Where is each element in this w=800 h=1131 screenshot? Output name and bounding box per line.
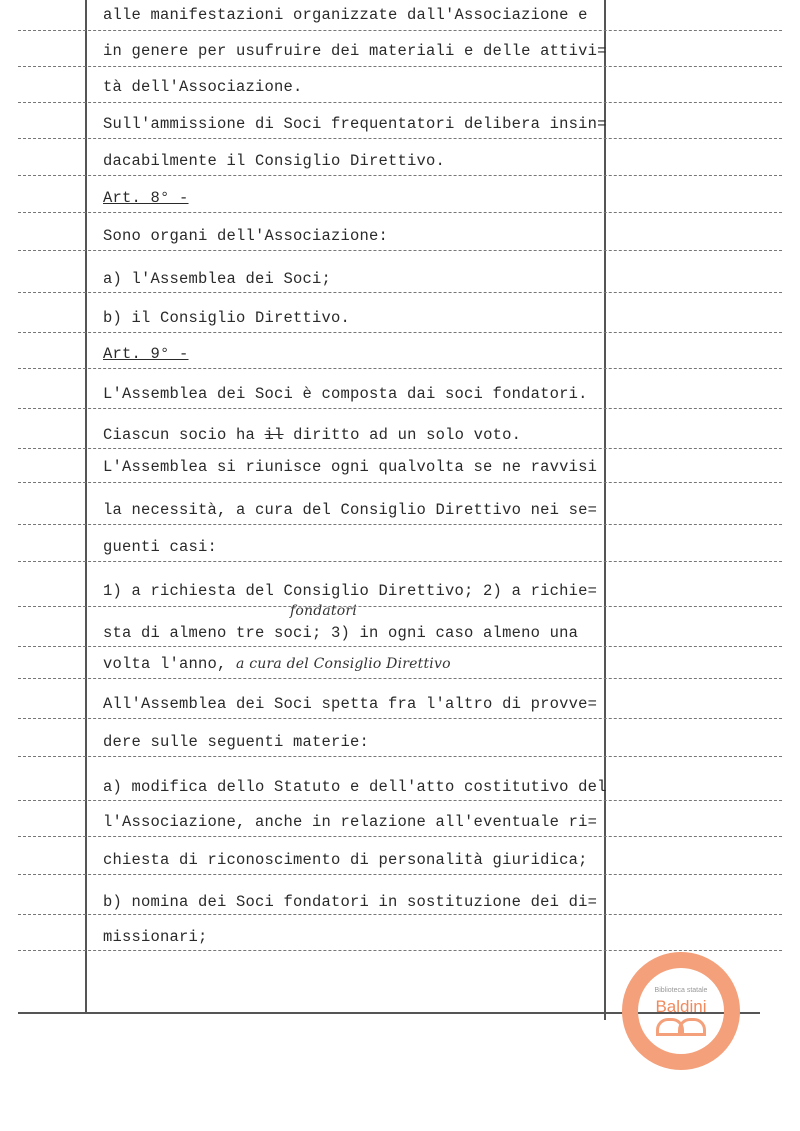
ruled-line — [18, 138, 782, 139]
ruled-line — [18, 836, 782, 837]
ruled-line — [18, 646, 782, 647]
ruled-line — [18, 30, 782, 31]
text-line: guenti casi: — [103, 538, 218, 556]
ruled-line — [18, 292, 782, 293]
ruled-line — [18, 332, 782, 333]
ruled-line — [18, 524, 782, 525]
book-icon — [656, 1019, 706, 1036]
text-line — [103, 426, 521, 444]
handwritten-addition: a cura del Consiglio Direttivo — [236, 656, 451, 672]
text-line: 1) a richiesta del Consiglio Direttivo; 2) a richie= — [103, 582, 598, 600]
text-line — [103, 655, 451, 673]
ruled-line — [18, 448, 782, 449]
ruled-line — [18, 874, 782, 875]
text-line: b) il Consiglio Direttivo. — [103, 309, 351, 327]
ruled-line — [18, 482, 782, 483]
text-line: l'Associazione, anche in relazione all'eventuale ri= — [103, 813, 598, 831]
text-line: All'Assemblea dei Soci spetta fra l'altro di provve= — [103, 695, 598, 713]
text-line: dacabilmente il Consiglio Direttivo. — [103, 152, 446, 170]
logo-small-text: Biblioteca statale — [654, 986, 708, 994]
text-line: chiesta di riconoscimento di personalità giuridica; — [103, 851, 588, 869]
text-line: alle manifestazioni organizzate dall'Associazione e — [103, 6, 588, 24]
text-line: b) nomina dei Soci fondatori in sostituzione dei di= — [103, 893, 598, 911]
ruled-line — [18, 756, 782, 757]
ruled-line — [18, 800, 782, 801]
article-heading: Art. 9° - — [103, 345, 189, 363]
text-line: sta di almeno tre soci; 3) in ogni caso almeno una — [103, 624, 579, 642]
library-logo — [622, 952, 740, 1070]
struck-word: il — [264, 426, 284, 444]
ruled-line — [18, 914, 782, 915]
text-segment: volta l'anno, — [103, 655, 227, 673]
left-margin-line — [85, 0, 87, 1012]
text-line: Sono organi dell'Associazione: — [103, 227, 389, 245]
text-line: la necessità, a cura del Consiglio Direttivo nei se= — [103, 501, 598, 519]
text-segment: diritto ad un solo voto. — [293, 426, 522, 444]
ruled-line — [18, 212, 782, 213]
text-line: tà dell'Associazione. — [103, 78, 303, 96]
text-line: L'Assemblea si riunisce ogni qualvolta se ne ravvisi — [103, 458, 598, 476]
ruled-line — [18, 950, 782, 951]
logo-name: Baldini — [655, 996, 707, 1016]
article-heading: Art. 8° - — [103, 189, 189, 207]
text-segment: Ciascun socio ha — [103, 426, 256, 444]
text-line: Sull'ammissione di Soci frequentatori delibera insin= — [103, 115, 607, 133]
ruled-line — [18, 718, 782, 719]
right-margin-line — [604, 0, 606, 1020]
ruled-line — [18, 250, 782, 251]
text-line: in genere per usufruire dei materiali e delle attivi= — [103, 42, 607, 60]
text-line: a) modifica dello Statuto e dell'atto costitutivo del — [103, 778, 607, 796]
ruled-line — [18, 561, 782, 562]
ruled-line — [18, 408, 782, 409]
ruled-line — [18, 678, 782, 679]
ruled-line — [18, 175, 782, 176]
ruled-line — [18, 606, 782, 607]
text-line: L'Assemblea dei Soci è composta dai soci fondatori. — [103, 385, 588, 403]
text-line: missionari; — [103, 928, 208, 946]
handwritten-insert: fondatori — [290, 603, 357, 619]
text-line: dere sulle seguenti materie: — [103, 733, 370, 751]
ruled-line — [18, 368, 782, 369]
ruled-line — [18, 66, 782, 67]
text-line: a) l'Assemblea dei Soci; — [103, 270, 332, 288]
ruled-line — [18, 102, 782, 103]
